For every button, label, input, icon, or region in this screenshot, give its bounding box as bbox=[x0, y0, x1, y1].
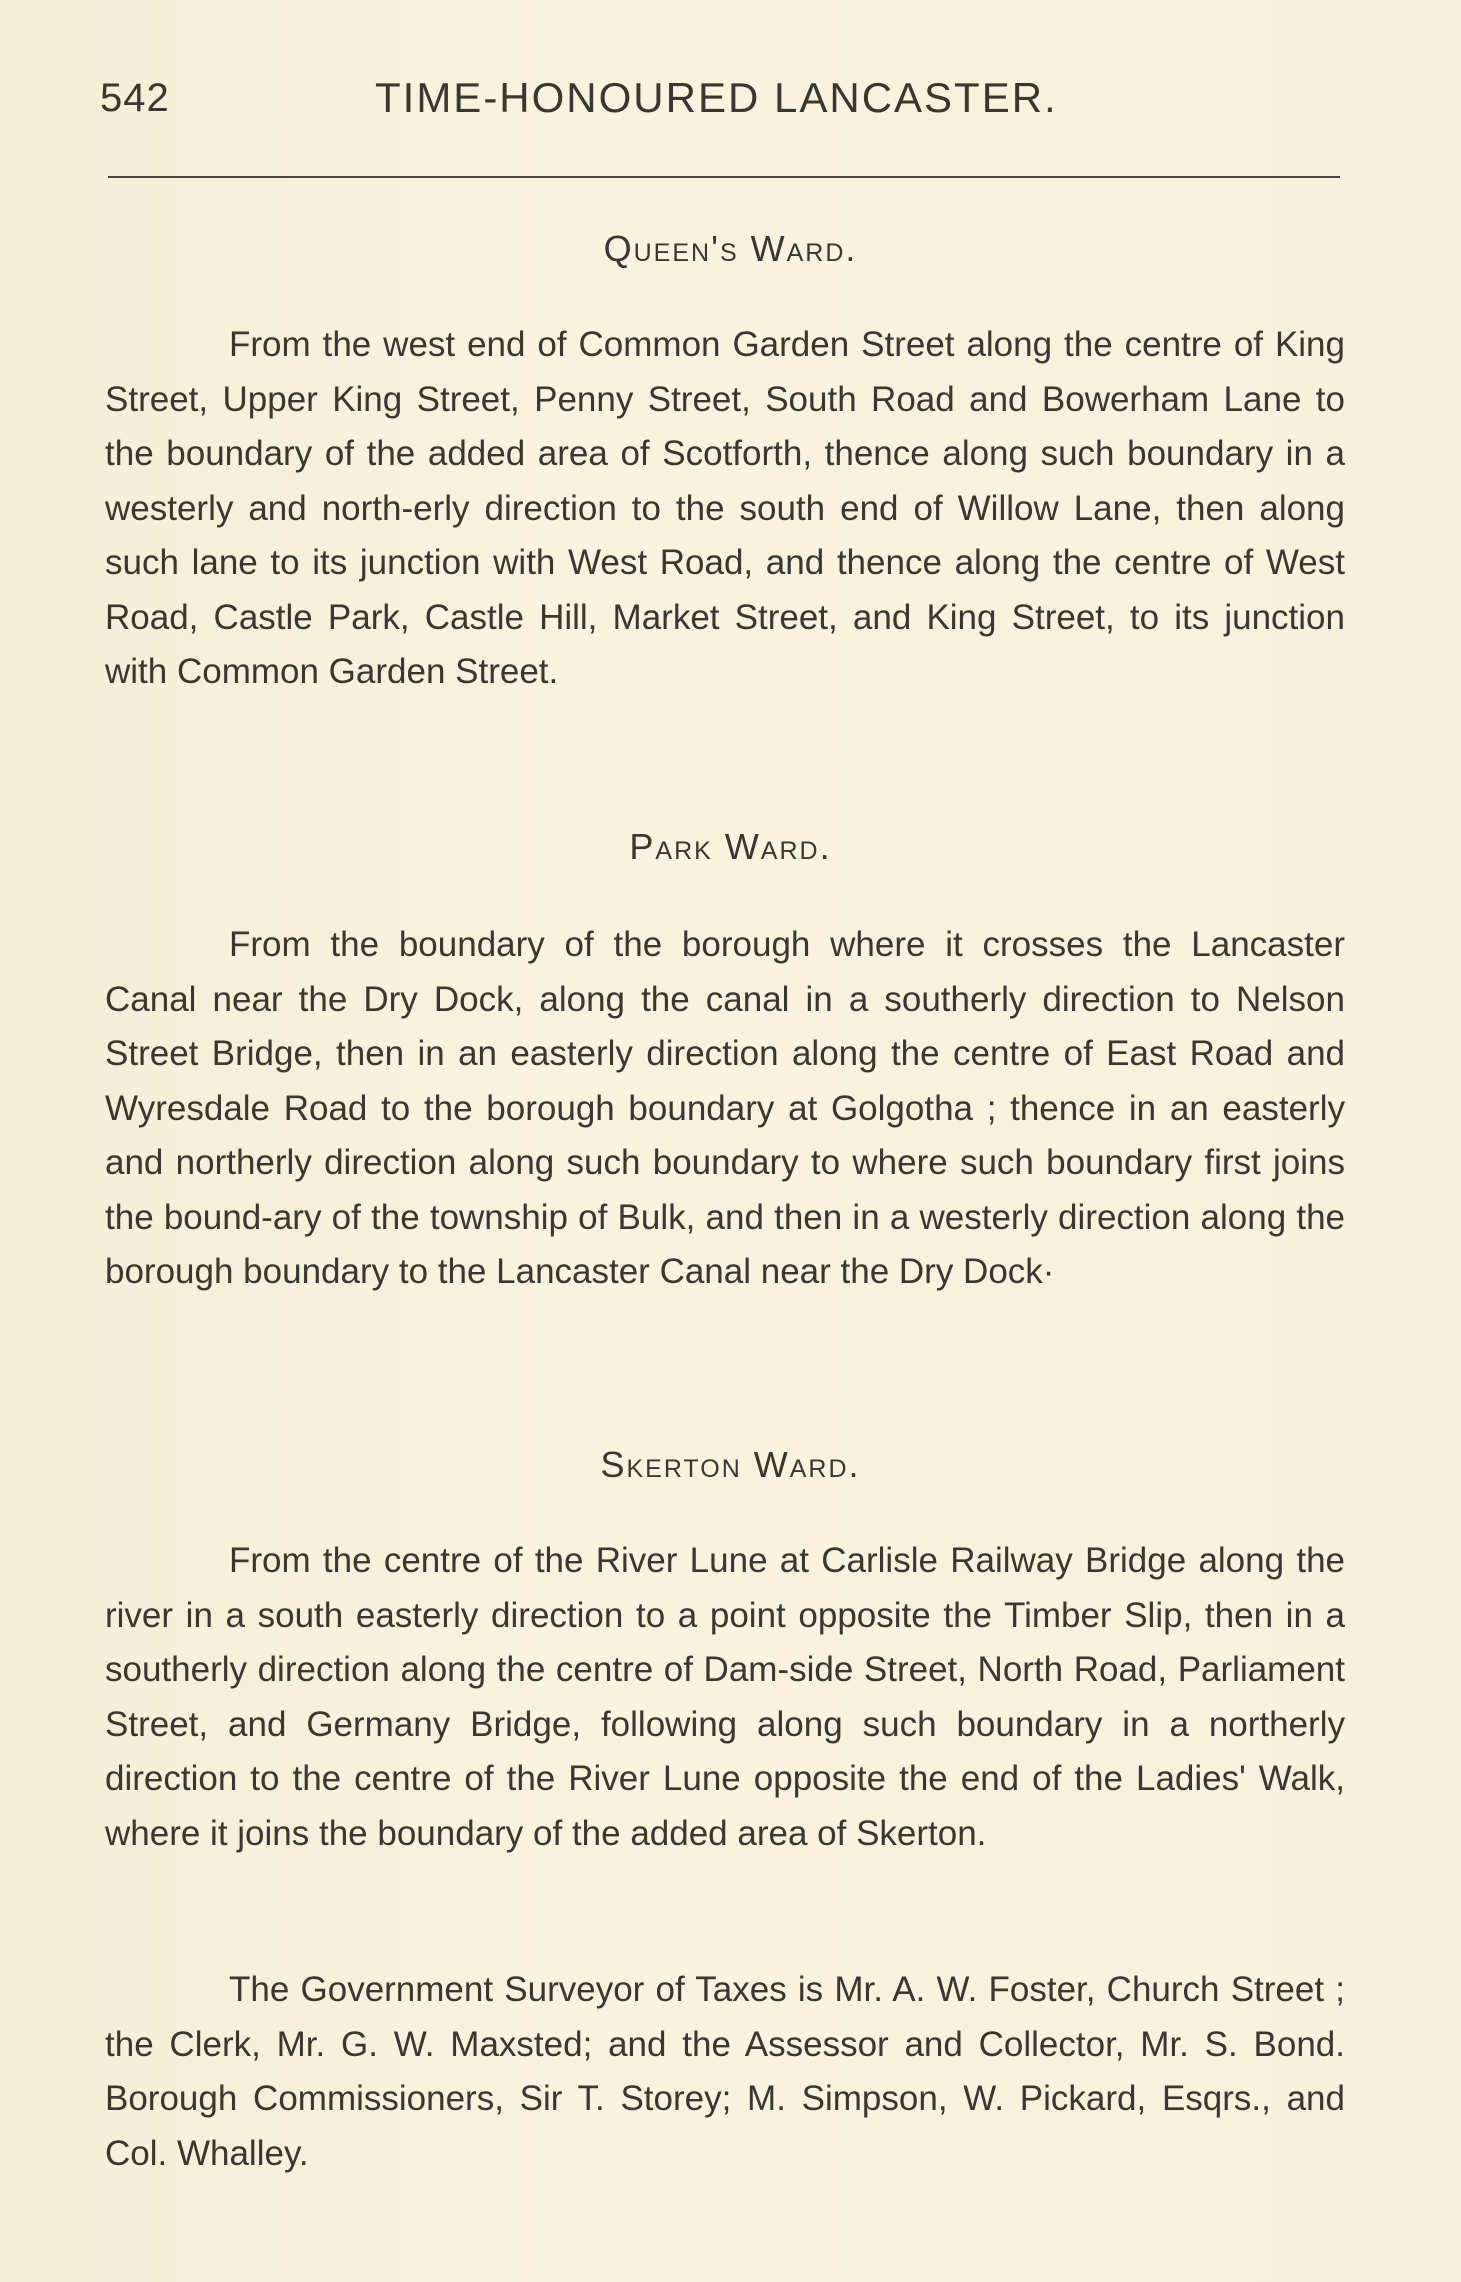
paragraph-text: The Government Surveyor of Taxes is Mr. A. W. Foster, Church Street ; the Clerk, Mr. G. W. Maxsted; and the Assessor and Collector, Mr. S. Bond. Borough Commissioners, Sir T. Storey; M. Simpson, W. Pickard, Esqrs., and Col. Whalley. bbox=[105, 1970, 1345, 2173]
paragraph-text: From the west end of Common Garden Street along the centre of King Street, Upper King Street, Penny Street, South Road and Bowerham Lane to the boundary of the added area of Scotforth, thence along such boundary in a westerly and north-erly direction to the south end of Willow Lane, then along such lane to its junction with West Road, and thence along the centre of West Road, Castle Park, Castle Hill, Market Street, and King Street, to its junction with Common Garden Street. bbox=[105, 325, 1345, 691]
page-header bbox=[100, 70, 1345, 130]
section-paragraph-park-ward bbox=[105, 918, 1345, 1300]
section-heading-park-ward: Park Ward. bbox=[629, 826, 832, 867]
section-paragraph-skerton-ward bbox=[105, 1534, 1345, 1861]
section-paragraph-queens-ward bbox=[105, 318, 1345, 700]
running-title: TIME-HONOURED LANCASTER. bbox=[375, 74, 1058, 121]
closing-paragraph bbox=[105, 1963, 1345, 2181]
paragraph-text: From the centre of the River Lune at Carlisle Railway Bridge along the river in a south easterly direction to a point opposite the Timber Slip, then in a southerly direction along the centre of Dam-side Street, North Road, Parliament Street, and Germany Bridge, following along such boundary in a northerly direction to the centre of the River Lune opposite the end of the Ladies' Walk, where it joins the boundary of the added area of Skerton. bbox=[105, 1541, 1345, 1853]
header-rule bbox=[108, 176, 1340, 178]
paragraph-text: From the boundary of the borough where it crosses the Lancaster Canal near the Dry Dock, along the canal in a southerly direction to Nelson Street Bridge, then in an easterly direction along the centre of East Road and Wyresdale Road to the borough boundary at Golgotha ; thence in an easterly and northerly direction along such boundary to where such boundary first joins the bound-ary of the township of Bulk, and then in a westerly direction along the borough boundary to the Lancaster Canal near the Dry Dock· bbox=[105, 925, 1345, 1291]
page-number: 542 bbox=[100, 76, 170, 120]
section-heading-queens-ward: Queen's Ward. bbox=[603, 228, 858, 269]
section-heading-skerton-ward: Skerton Ward. bbox=[600, 1444, 861, 1485]
